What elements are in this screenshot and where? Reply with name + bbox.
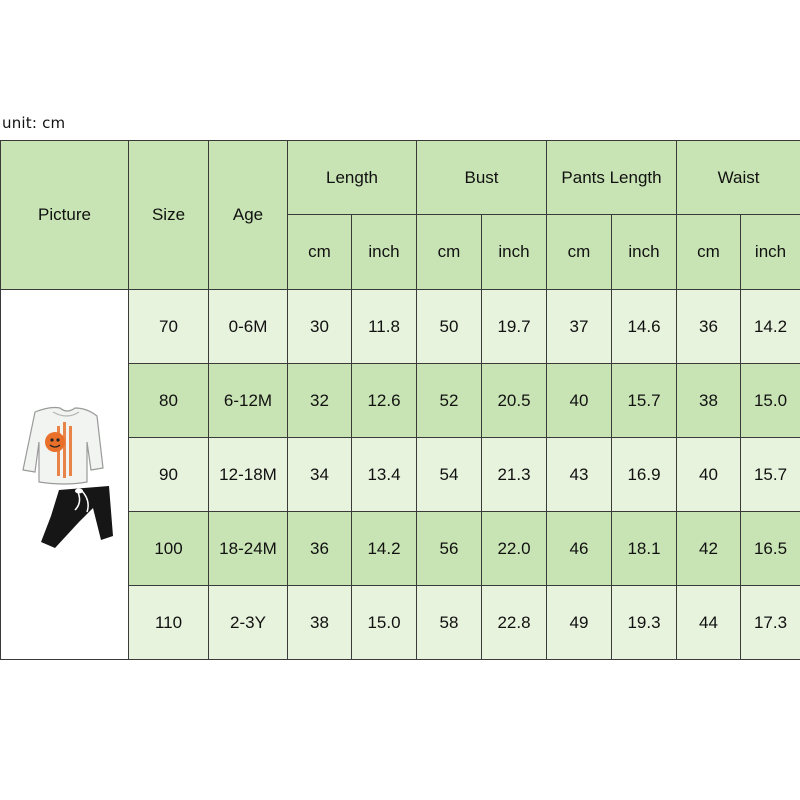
unit-label: unit: cm	[2, 114, 66, 132]
pants-cm-cell: 49	[547, 586, 612, 660]
size-cell: 80	[129, 364, 209, 438]
bust-cm-cell: 52	[417, 364, 482, 438]
waist-cm-cell: 38	[677, 364, 741, 438]
size-cell: 110	[129, 586, 209, 660]
length-inch-cell: 13.4	[352, 438, 417, 512]
pants-inch-cell: 15.7	[612, 364, 677, 438]
age-cell: 18-24M	[209, 512, 288, 586]
waist-inch-cell: 14.2	[741, 290, 800, 364]
subheader-length-cm: cm	[288, 215, 352, 290]
subheader-pants-cm: cm	[547, 215, 612, 290]
header-pants-length: Pants Length	[547, 141, 677, 215]
age-cell: 6-12M	[209, 364, 288, 438]
bust-inch-cell: 20.5	[482, 364, 547, 438]
length-inch-cell: 12.6	[352, 364, 417, 438]
table-row	[1, 290, 800, 364]
subheader-waist-cm: cm	[677, 215, 741, 290]
length-cm-cell: 32	[288, 364, 352, 438]
waist-cm-cell: 36	[677, 290, 741, 364]
waist-inch-cell: 15.7	[741, 438, 800, 512]
waist-cm-cell: 42	[677, 512, 741, 586]
pants-inch-cell: 19.3	[612, 586, 677, 660]
length-cm-cell: 36	[288, 512, 352, 586]
bust-cm-cell: 50	[417, 290, 482, 364]
bust-cm-cell: 54	[417, 438, 482, 512]
pants-inch-cell: 18.1	[612, 512, 677, 586]
length-inch-cell: 15.0	[352, 586, 417, 660]
pants-inch-cell: 14.6	[612, 290, 677, 364]
subheader-bust-cm: cm	[417, 215, 482, 290]
waist-inch-cell: 17.3	[741, 586, 800, 660]
header-picture: Picture	[1, 141, 129, 290]
header-length: Length	[288, 141, 417, 215]
pants-cm-cell: 46	[547, 512, 612, 586]
length-cm-cell: 38	[288, 586, 352, 660]
bust-inch-cell: 22.0	[482, 512, 547, 586]
waist-cm-cell: 44	[677, 586, 741, 660]
size-cell: 90	[129, 438, 209, 512]
bust-cm-cell: 56	[417, 512, 482, 586]
size-cell: 70	[129, 290, 209, 364]
age-cell: 12-18M	[209, 438, 288, 512]
age-cell: 2-3Y	[209, 586, 288, 660]
bust-inch-cell: 21.3	[482, 438, 547, 512]
header-waist: Waist	[677, 141, 800, 215]
subheader-pants-inch: inch	[612, 215, 677, 290]
header-bust: Bust	[417, 141, 547, 215]
header-size: Size	[129, 141, 209, 290]
age-cell: 0-6M	[209, 290, 288, 364]
size-chart-table	[0, 140, 800, 660]
pants-cm-cell: 40	[547, 364, 612, 438]
header-age: Age	[209, 141, 288, 290]
sweatshirt-icon	[23, 407, 103, 484]
subheader-length-inch: inch	[352, 215, 417, 290]
length-cm-cell: 34	[288, 438, 352, 512]
outfit-icon	[5, 390, 125, 560]
length-inch-cell: 11.8	[352, 290, 417, 364]
bust-cm-cell: 58	[417, 586, 482, 660]
bust-inch-cell: 19.7	[482, 290, 547, 364]
length-inch-cell: 14.2	[352, 512, 417, 586]
subheader-waist-inch: inch	[741, 215, 800, 290]
size-cell: 100	[129, 512, 209, 586]
pants-icon	[41, 486, 113, 548]
outfit-picture	[1, 290, 129, 660]
waist-inch-cell: 16.5	[741, 512, 800, 586]
pants-cm-cell: 37	[547, 290, 612, 364]
waist-inch-cell: 15.0	[741, 364, 800, 438]
length-cm-cell: 30	[288, 290, 352, 364]
subheader-bust-inch: inch	[482, 215, 547, 290]
pants-inch-cell: 16.9	[612, 438, 677, 512]
waist-cm-cell: 40	[677, 438, 741, 512]
pants-cm-cell: 43	[547, 438, 612, 512]
bust-inch-cell: 22.8	[482, 586, 547, 660]
